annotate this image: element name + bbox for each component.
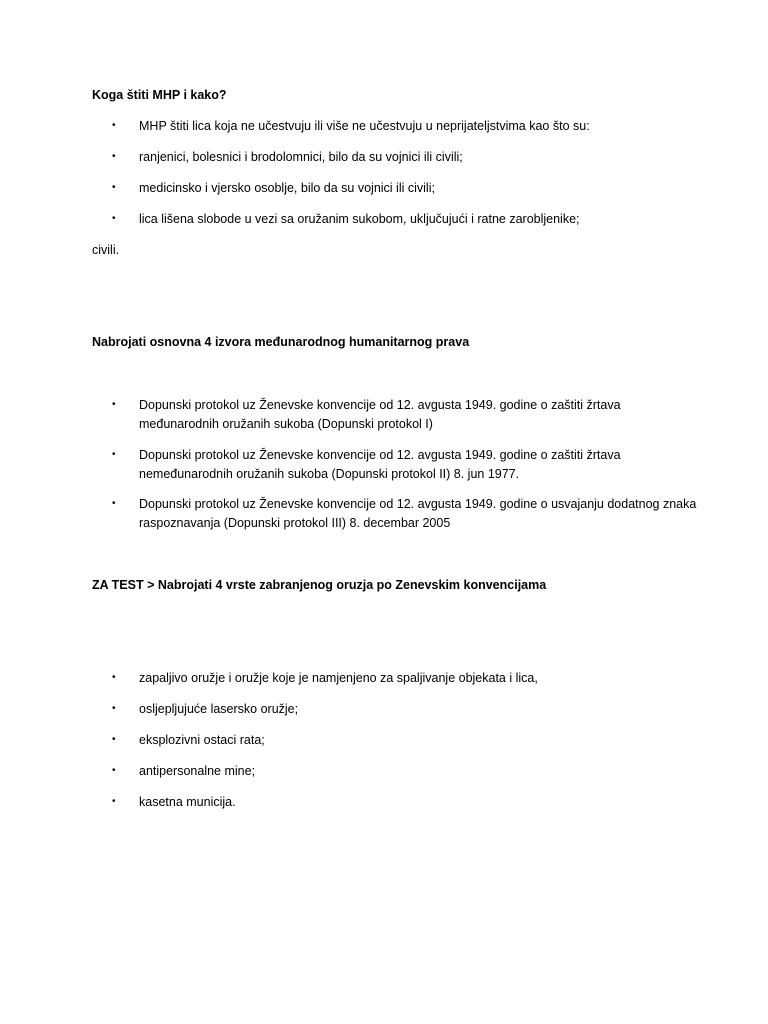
bullet-icon: •: [112, 151, 116, 162]
bullet-text: MHP štiti lica koja ne učestvuju ili više ne učestvuju u neprijateljstvima kao što su:: [139, 119, 590, 133]
bullet-icon: •: [112, 498, 116, 509]
bullet-icon: •: [112, 734, 116, 745]
bullet-text: kasetna municija.: [139, 795, 236, 809]
bullet-icon: •: [112, 796, 116, 807]
section1-trailing-text: civili.: [92, 243, 120, 257]
bullet-text: antipersonalne mine;: [139, 764, 256, 778]
bullet-text: Dopunski protokol uz Ženevske konvencije od 12. avgusta 1949. godine o zaštiti žrtava međunarodnih oružanih sukoba (Dopunski protokol I): [139, 398, 621, 431]
bullet-text: zapaljivo oružje i oružje koje je namjenjeno za spaljivanje objekata i lica,: [139, 671, 538, 685]
bullet-icon: •: [112, 120, 116, 131]
bullet-icon: •: [112, 672, 116, 683]
bullet-icon: •: [112, 399, 116, 410]
bullet-text: eksplozivni ostaci rata;: [139, 733, 265, 747]
bullet-text: Dopunski protokol uz Ženevske konvencije od 12. avgusta 1949. godine o usvajanju dodatnog znaka raspoznavanja (Dopunski protokol III) 8. decembar 2005: [139, 497, 697, 530]
bullet-icon: •: [112, 765, 116, 776]
bullet-icon: •: [112, 182, 116, 193]
section2-heading: Nabrojati osnovna 4 izvora međunarodnog humanitarnog prava: [92, 335, 470, 349]
bullet-text: lica lišena slobode u vezi sa oružanim sukobom, uključujući i ratne zarobljenike;: [139, 212, 580, 226]
bullet-icon: •: [112, 449, 116, 460]
bullet-icon: •: [112, 703, 116, 714]
section3-heading: ZA TEST > Nabrojati 4 vrste zabranjenog oruzja po Zenevskim konvencijama: [92, 578, 547, 592]
bullet-text: medicinsko i vjersko osoblje, bilo da su vojnici ili civili;: [139, 181, 435, 195]
bullet-text: osljepljujuće lasersko oružje;: [139, 702, 299, 716]
section1-heading: Koga štiti MHP i kako?: [92, 88, 227, 102]
bullet-text: Dopunski protokol uz Ženevske konvencije od 12. avgusta 1949. godine o zaštiti žrtava nemeđunarodnih oružanih sukoba (Dopunski protokol II) 8. jun 1977.: [139, 448, 621, 481]
bullet-text: ranjenici, bolesnici i brodolomnici, bilo da su vojnici ili civili;: [139, 150, 463, 164]
bullet-icon: •: [112, 213, 116, 224]
